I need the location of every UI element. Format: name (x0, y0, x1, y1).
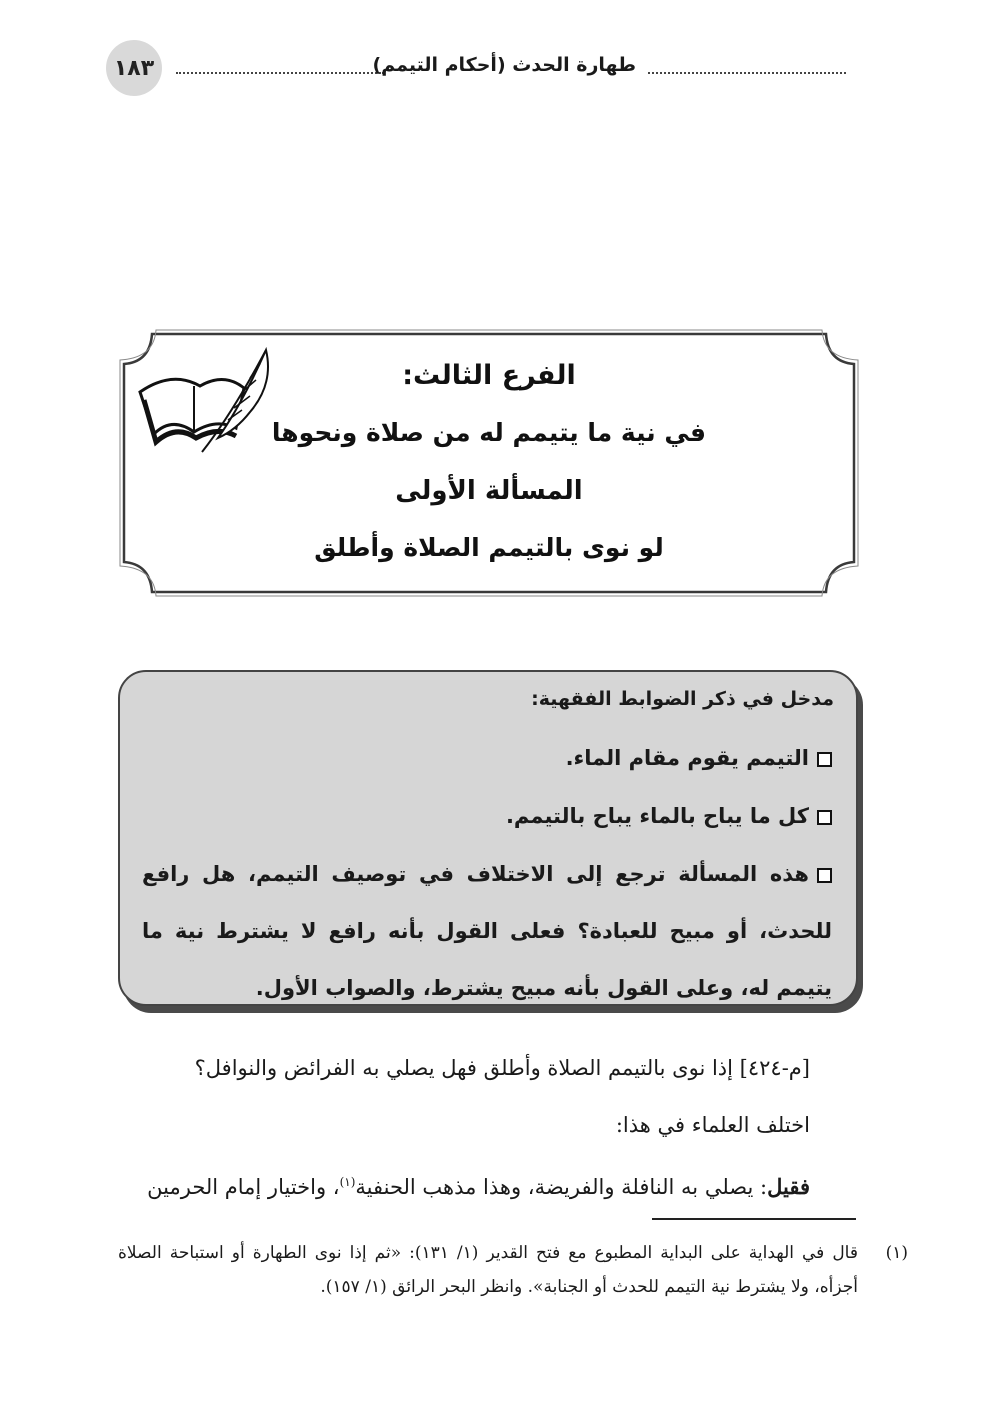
checkbox-icon (817, 868, 832, 883)
issue-subtitle: لو نوى بالتيمم الصلاة وأطلق (314, 533, 664, 562)
header-dotted-rule-left (176, 72, 384, 74)
opinion-tail: ، واختيار إمام الحرمين (147, 1175, 340, 1199)
fiqh-rules-box (118, 670, 858, 1006)
footnote-ref[interactable]: (١) (339, 1175, 356, 1189)
header-dotted-rule-right (648, 72, 846, 74)
opinion-text: : يصلي به النافلة والفريضة، وهذا مذهب الحنفية (355, 1175, 768, 1199)
first-opinion (118, 1154, 810, 1216)
footnote-text: قال في الهداية على البداية المطبوع مع فتح القدير (١/ ١٣١): «ثم إذا نوى الطهارة أو استباحة الصلاة أجزأه، ولا يشترط نية التيمم للحدث أو الجنابة». وانظر البحر الرائق (١/ ١٥٧). (118, 1243, 858, 1297)
footnote-separator (652, 1218, 856, 1220)
disagreement-intro: اختلف العلماء في هذا: (615, 1113, 810, 1137)
rules-heading: مدخل في ذكر الضوابط الفقهية: (531, 688, 834, 710)
running-title: طهارة الحدث (أحكام التيمم) (372, 54, 636, 76)
footnote-marker: (١) (885, 1243, 908, 1263)
issue-question: [م-٤٢٤] إذا نوى بالتيمم الصلاة وأطلق فهل يصلي به الفرائض والنوافل؟ (194, 1056, 810, 1080)
rule-item: هذه المسألة ترجع إلى الاختلاف في توصيف التيمم، هل رافع للحدث، أو مبيح للعبادة؟ فعلى القول بأنه رافع لا يشترط نية ما يتيمم له، وعلى القول بأنه مبيح يشترط، والصواب الأول. (142, 862, 832, 1000)
section-title-frame (116, 326, 862, 600)
page-header (106, 40, 846, 96)
branch-title: الفرع الثالث: (402, 360, 576, 391)
rule-item: كل ما يباح بالماء يباح بالتيمم. (142, 788, 832, 845)
issue-title: المسألة الأولى (395, 476, 583, 506)
rule-item: التيمم يقوم مقام الماء. (142, 730, 832, 787)
checkbox-icon (817, 752, 832, 767)
footnote (118, 1236, 908, 1304)
branch-subtitle: في نية ما يتيمم له من صلاة ونحوها (271, 418, 707, 447)
checkbox-icon (817, 810, 832, 825)
opinion-label: فقيل (767, 1174, 810, 1199)
page-number: ١٨٣ (106, 40, 162, 96)
